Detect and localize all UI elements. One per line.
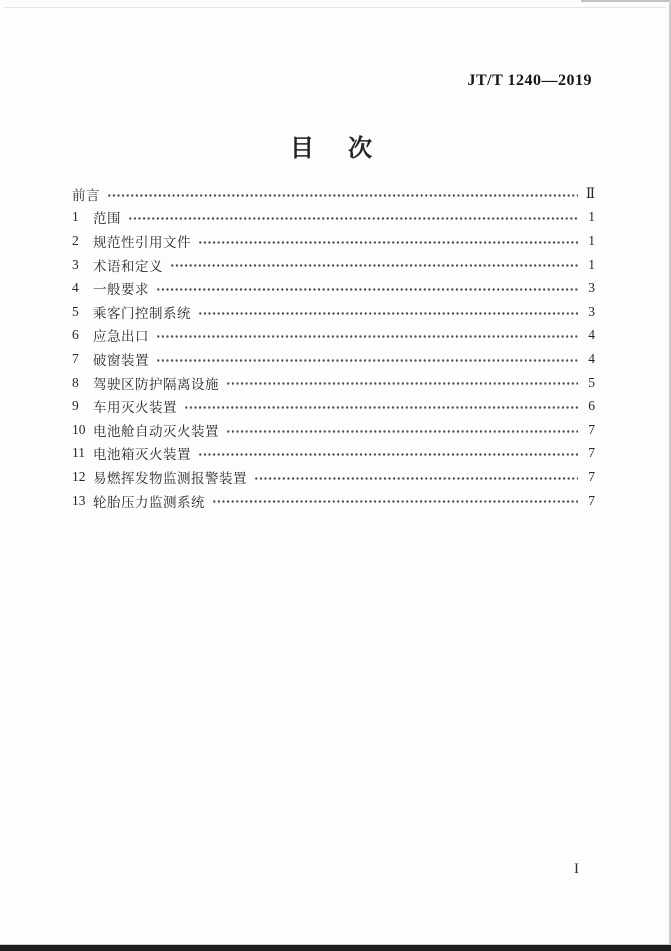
toc-leader-dots bbox=[107, 187, 578, 201]
toc-entry-number: 2 bbox=[72, 232, 79, 248]
scan-edge-top bbox=[4, 7, 666, 8]
toc-leader-dots bbox=[254, 470, 578, 484]
toc-entry-number: 8 bbox=[72, 374, 79, 390]
toc-entry-page: 7 bbox=[588, 492, 595, 508]
toc-entry-label: 电池舱自动灭火装置 bbox=[93, 423, 219, 439]
toc-entry-page: 4 bbox=[588, 327, 595, 343]
toc-entry-number: 3 bbox=[72, 256, 79, 272]
toc-entry-number: 5 bbox=[72, 303, 79, 319]
toc-entry-label: 范围 bbox=[93, 211, 121, 227]
toc-leader-dots bbox=[198, 234, 578, 248]
toc-entry-number: 12 bbox=[72, 468, 86, 484]
toc-entry-page: 6 bbox=[588, 398, 595, 414]
toc-entry bbox=[72, 489, 595, 513]
toc-entry bbox=[72, 347, 595, 371]
toc-entry-page: 1 bbox=[588, 232, 595, 248]
toc-title: 目 次 bbox=[290, 136, 377, 162]
toc-entry-label: 规范性引用文件 bbox=[93, 234, 191, 250]
toc-entry-label: 驾驶区防护隔离设施 bbox=[93, 376, 219, 392]
toc-entry-page: 7 bbox=[588, 445, 595, 461]
toc-entry-label: 车用灭火装置 bbox=[93, 400, 177, 416]
toc-leader-dots bbox=[212, 494, 578, 508]
toc-leader-dots bbox=[128, 211, 578, 225]
scan-edge-bottom bbox=[0, 944, 671, 951]
toc-entry bbox=[72, 206, 595, 230]
toc-leader-dots bbox=[226, 376, 578, 390]
toc-list bbox=[72, 182, 595, 512]
toc-entry bbox=[72, 394, 595, 418]
toc-entry-number: 11 bbox=[72, 445, 85, 461]
toc-entry-page: 5 bbox=[588, 374, 595, 390]
toc-entry-label: 一般要求 bbox=[93, 282, 149, 298]
toc-entry-number: 1 bbox=[72, 209, 79, 225]
toc-entry-label: 前言 bbox=[72, 187, 100, 203]
toc-leader-dots bbox=[226, 423, 578, 437]
toc-leader-dots bbox=[198, 447, 578, 461]
toc-entry-page: 1 bbox=[588, 256, 595, 272]
toc-entry-page: 3 bbox=[588, 303, 595, 319]
toc-entry-page: Ⅱ bbox=[585, 185, 595, 201]
toc-entry-label: 电池箱灭火装置 bbox=[93, 447, 191, 463]
toc-entry-label: 易燃挥发物监测报警装置 bbox=[93, 470, 247, 486]
toc-entry bbox=[72, 465, 595, 489]
toc-entry-label: 破窗装置 bbox=[93, 352, 149, 368]
toc-entry-page: 1 bbox=[588, 209, 595, 225]
toc-entry-label: 轮胎压力监测系统 bbox=[93, 494, 205, 510]
toc-entry-number: 4 bbox=[72, 280, 79, 296]
toc-leader-dots bbox=[198, 305, 578, 319]
toc-entry-number: 13 bbox=[72, 492, 86, 508]
toc-entry bbox=[72, 276, 595, 300]
toc-entry-label: 乘客门控制系统 bbox=[93, 305, 191, 321]
scan-edge-top-right bbox=[581, 0, 671, 2]
toc-leader-dots bbox=[156, 281, 578, 295]
toc-entry bbox=[72, 229, 595, 253]
toc-entry bbox=[72, 324, 595, 348]
standard-code: JT/T 1240—2019 bbox=[467, 72, 592, 89]
toc-entry-page: 4 bbox=[588, 350, 595, 366]
toc-leader-dots bbox=[184, 399, 578, 413]
toc-entry bbox=[72, 182, 595, 206]
toc-entry-number: 9 bbox=[72, 398, 79, 414]
toc-entry-page: 7 bbox=[588, 421, 595, 437]
toc-entry-label: 术语和定义 bbox=[93, 258, 163, 274]
toc-leader-dots bbox=[156, 329, 578, 343]
toc-entry-number: 7 bbox=[72, 350, 79, 366]
toc-entry-page: 7 bbox=[588, 468, 595, 484]
toc-entry-number: 6 bbox=[72, 327, 79, 343]
toc-entry bbox=[72, 418, 595, 442]
toc-entry-page: 3 bbox=[588, 280, 595, 296]
toc-entry bbox=[72, 371, 595, 395]
toc-entry-number: 10 bbox=[72, 421, 86, 437]
toc-leader-dots bbox=[156, 352, 578, 366]
toc-entry bbox=[72, 442, 595, 466]
toc-entry bbox=[72, 253, 595, 277]
toc-entry-label: 应急出口 bbox=[93, 329, 149, 345]
toc-leader-dots bbox=[170, 258, 578, 272]
footer-page-number: I bbox=[574, 861, 579, 877]
toc-entry bbox=[72, 300, 595, 324]
